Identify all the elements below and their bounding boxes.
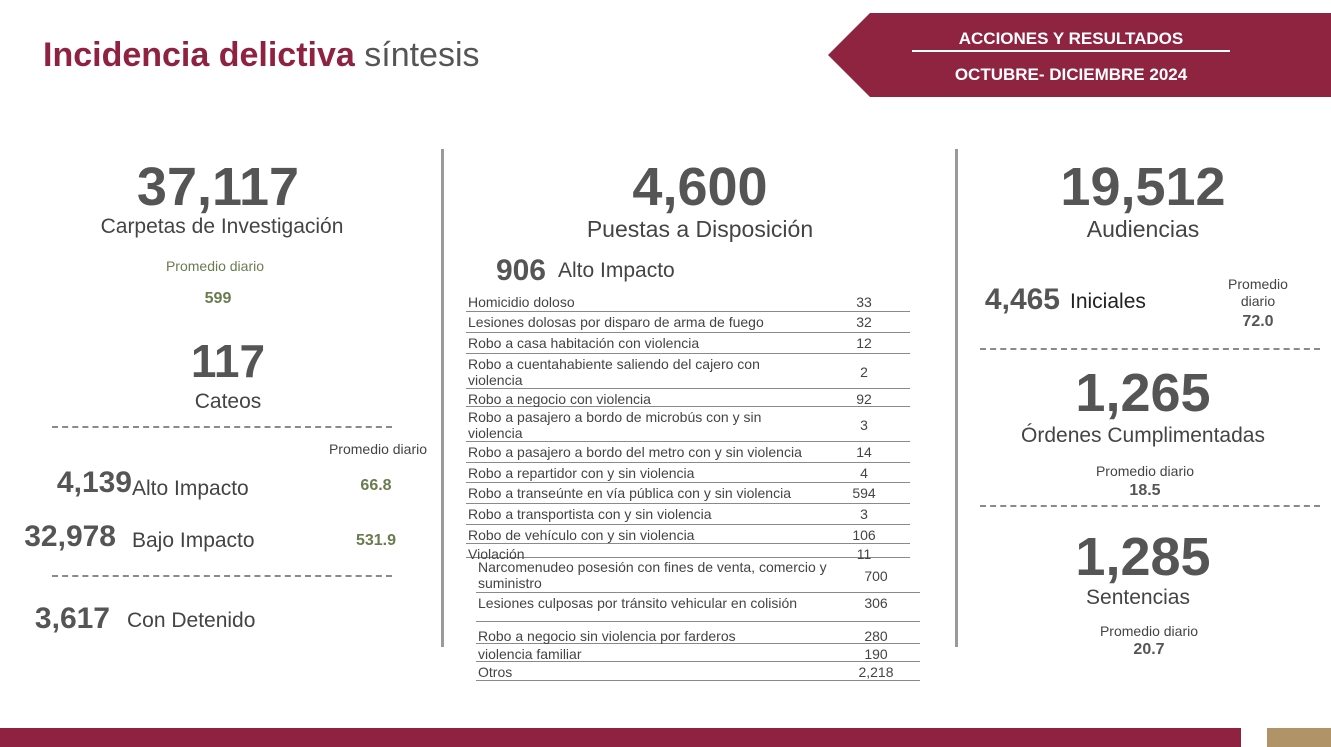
alto-impacto-table-name-line: Robo a negocio con violencia	[468, 391, 651, 407]
alto-impacto-table-value: 3	[860, 506, 868, 522]
alto-impacto-table-name	[468, 391, 651, 407]
alto-impacto-table-name	[468, 527, 694, 543]
alto-impacto-table-value: 11	[856, 546, 872, 562]
iniciales-avg: 72.0	[1242, 313, 1274, 330]
audiencias-value: 19,512	[1060, 157, 1226, 217]
sentencias-label: Sentencias	[1086, 586, 1190, 609]
alto-impacto-table-name-line: Robo de vehículo con y sin violencia	[468, 527, 695, 543]
alto-impacto-table-name-line: Robo a transportista con y sin violencia	[468, 506, 712, 522]
carpetas-value: 37,117	[136, 157, 300, 217]
alto-impacto-table-name	[468, 294, 575, 310]
alto-impacto-table-value: 92	[856, 391, 872, 407]
right-dashed-divider-1	[980, 348, 1320, 350]
alto-impacto-table-name-line: Robo a pasajero a bordo de microbús con y sin	[468, 409, 762, 425]
left-dashed-divider-1	[52, 426, 392, 428]
otros-delitos-table-name-line: Narcomenudeo posesión con fines de venta, comercio y	[478, 559, 827, 575]
alto-impacto-table-name	[468, 444, 802, 460]
otros-delitos-table-name-line: violencia familiar	[478, 646, 582, 662]
otros-delitos-table-value: 306	[864, 595, 888, 611]
iniciales-promedio-label-b: diario	[1240, 293, 1276, 309]
right-dashed-divider-2	[980, 505, 1320, 507]
otros-delitos-table-name	[478, 646, 581, 662]
alto-impacto-table-value: 32	[856, 314, 872, 330]
otros-delitos-table-value: 2,218	[858, 664, 894, 680]
alto-impacto-table-value: 106	[852, 527, 876, 543]
iniciales-value: 4,465	[984, 283, 1060, 316]
alto-impacto-table-name-line: Homicidio doloso	[468, 294, 575, 310]
audiencias-label: Audiencias	[1086, 216, 1200, 242]
otros-delitos-table-name	[478, 595, 797, 611]
alto-impacto-puestas-label: Alto Impacto	[558, 259, 675, 282]
alto-impacto-table-row	[466, 505, 910, 525]
otros-delitos-table-row	[476, 663, 920, 681]
otros-delitos-table-value: 280	[864, 628, 888, 644]
otros-delitos-table-row	[476, 645, 920, 662]
bajo-impacto-avg: 531.9	[355, 532, 397, 549]
alto-impacto-table-row	[466, 355, 910, 389]
cateos-value: 117	[190, 335, 266, 387]
sentencias-avg: 20.7	[1133, 641, 1165, 658]
alto-impacto-table-name-line: Robo a transeúnte en vía pública con y sin violencia	[468, 485, 791, 501]
alto-impacto-table-row	[466, 443, 910, 463]
alto-impacto-table-value: 33	[856, 294, 872, 310]
otros-delitos-table-value: 190	[864, 646, 888, 662]
page-title	[43, 36, 480, 75]
puestas-label: Puestas a Disposición	[586, 216, 814, 242]
alto-impacto-table-name	[468, 335, 699, 351]
banner-divider	[912, 50, 1230, 52]
alto-impacto-table-row	[466, 545, 910, 562]
alto-impacto-puestas-value: 906	[495, 254, 546, 287]
bajo-impacto-value: 32,978	[24, 520, 116, 553]
carpetas-promedio-label: Promedio diario	[165, 258, 265, 274]
alto-impacto-table-name-line: Violación	[468, 546, 525, 562]
cateos-label: Cateos	[194, 390, 262, 413]
otros-delitos-table-name-line: Otros	[478, 664, 513, 680]
alto-impacto-table-row	[466, 293, 910, 312]
alto-impacto-table-name-line: violencia	[468, 425, 523, 441]
column-divider-right	[955, 149, 958, 647]
alto-impacto-table-name	[468, 409, 761, 441]
alto-impacto-table-row	[466, 526, 910, 544]
alto-impacto-table-name-line: Robo a repartidor con y sin violencia	[468, 465, 695, 481]
detenido-label: Con Detenido	[127, 609, 256, 632]
impacto-promedio-label: Promedio diario	[328, 441, 428, 457]
alto-impacto-table-row	[466, 484, 910, 504]
banner-title: ACCIONES Y RESULTADOS	[958, 29, 1184, 48]
alto-impacto-table-row	[466, 464, 910, 483]
alto-impacto-table-row	[466, 313, 910, 333]
alto-impacto-table-value: 12	[856, 335, 872, 351]
alto-impacto-table-row	[466, 334, 910, 354]
alto-impacto-table-value: 2	[860, 364, 868, 380]
carpetas-label: Carpetas de Investigación	[100, 215, 344, 238]
otros-delitos-table-name	[478, 628, 736, 644]
sentencias-value: 1,285	[1075, 527, 1211, 587]
puestas-value: 4,600	[632, 157, 768, 217]
alto-impacto-table-name-line: Robo a cuentahabiente saliendo del cajero con	[468, 356, 760, 372]
alto-impacto-table-name-line: Robo a casa habitación con violencia	[468, 335, 700, 351]
alto-impacto-table-name	[468, 485, 791, 501]
alto-impacto-table-name	[468, 465, 694, 481]
alto-impacto-table-row	[466, 408, 910, 442]
otros-delitos-table-name-line: Lesiones culposas por tránsito vehicular en colisión	[478, 595, 798, 611]
alto-impacto-value: 4,139	[56, 466, 132, 499]
alto-impacto-table-name-line: Lesiones dolosas por disparo de arma de fuego	[468, 314, 764, 330]
otros-delitos-table-row	[476, 627, 920, 644]
otros-delitos-table-row	[476, 594, 920, 622]
alto-impacto-table-row	[466, 390, 910, 407]
iniciales-label: Iniciales	[1070, 290, 1146, 313]
alto-impacto-table-name	[468, 506, 712, 522]
alto-impacto-table-name-line: Robo a pasajero a bordo del metro con y sin violencia	[468, 444, 802, 460]
otros-delitos-table-name	[478, 559, 827, 591]
alto-impacto-table-value: 14	[856, 444, 872, 460]
footer-bar	[0, 728, 1241, 747]
alto-impacto-table-name	[468, 356, 760, 388]
ordenes-promedio-label: Promedio diario	[1095, 463, 1195, 479]
title-light: síntesis	[364, 36, 480, 74]
iniciales-promedio-label-a: Promedio	[1228, 276, 1288, 292]
column-divider-left	[441, 149, 444, 647]
alto-impacto-table-value: 594	[852, 485, 876, 501]
detenido-value: 3,617	[34, 602, 110, 635]
left-dashed-divider-2	[52, 575, 392, 577]
sentencias-promedio-label: Promedio diario	[1099, 623, 1199, 639]
alto-impacto-label: Alto Impacto	[132, 477, 249, 500]
alto-impacto-table-name-line: violencia	[468, 372, 523, 388]
banner-period: OCTUBRE- DICIEMBRE 2024	[954, 65, 1188, 84]
alto-impacto-table-value: 3	[860, 417, 868, 433]
alto-impacto-table-value: 4	[860, 465, 868, 481]
ordenes-value: 1,265	[1075, 363, 1211, 423]
title-bold: Incidencia delictiva	[43, 36, 355, 74]
otros-delitos-table-name-line: Robo a negocio sin violencia por farderos	[478, 628, 736, 644]
alto-impacto-table-name	[468, 314, 764, 330]
otros-delitos-table-row	[476, 558, 920, 593]
otros-delitos-table-name-line: suministro	[478, 575, 542, 591]
carpetas-promedio-value: 599	[204, 290, 232, 307]
footer-accent	[1267, 728, 1331, 747]
ordenes-avg: 18.5	[1129, 482, 1161, 499]
ordenes-label: Órdenes Cumplimentadas	[1021, 424, 1265, 447]
alto-impacto-avg: 66.8	[360, 477, 392, 494]
otros-delitos-table-name	[478, 664, 512, 680]
otros-delitos-table-value: 700	[864, 567, 888, 584]
bajo-impacto-label: Bajo Impacto	[132, 529, 255, 552]
